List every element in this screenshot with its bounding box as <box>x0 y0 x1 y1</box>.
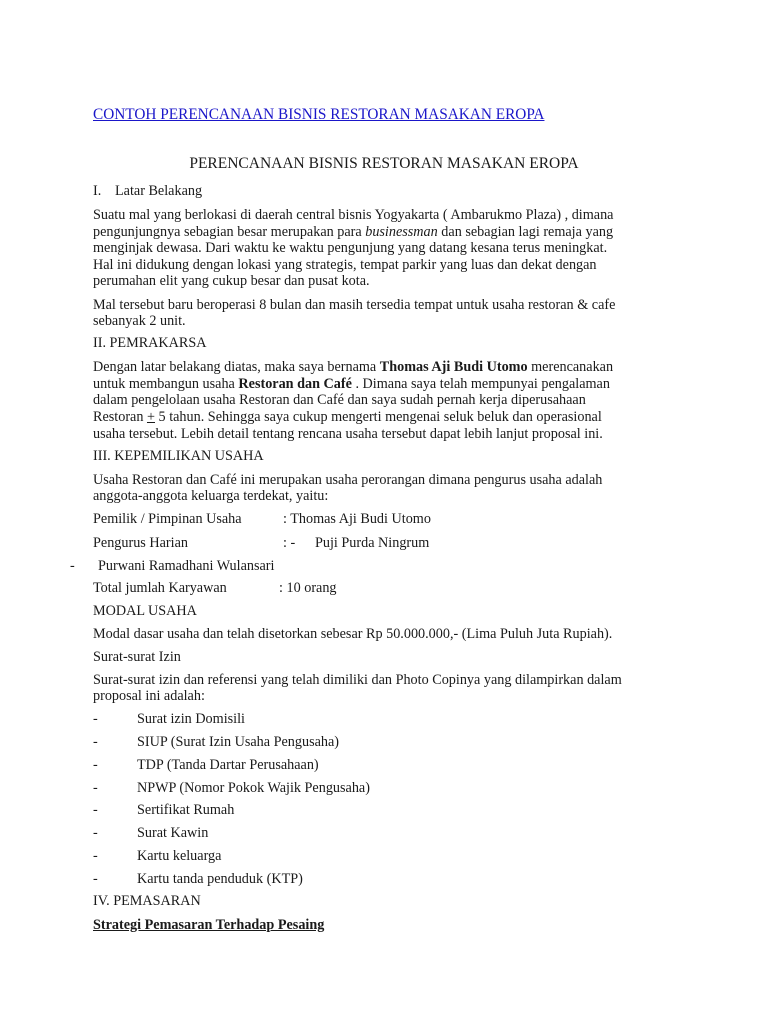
list-item-text: Kartu keluarga <box>137 848 222 864</box>
business-name-bold: Restoran dan Café <box>238 376 352 392</box>
daily-manager-separator: : - <box>283 535 296 551</box>
text-span: Dengan latar belakang diatas, maka saya bernama <box>93 359 380 375</box>
list-item <box>93 871 303 888</box>
text-span: dan sebagian lagi remaja yang <box>437 224 614 240</box>
text-line: menginjak dewasa. Dari waktu ke waktu pengunjung yang datang kesana terus meningkat. <box>93 240 608 256</box>
list-item <box>93 780 370 797</box>
text-line <box>93 224 613 241</box>
italic-term: businessman <box>365 224 438 240</box>
modal-heading: MODAL USAHA <box>93 603 197 619</box>
list-dash: - <box>93 734 98 750</box>
list-item-text: NPWP (Nomor Pokok Wajik Pengusaha) <box>137 780 370 796</box>
section-2-heading: II. PEMRAKARSA <box>93 335 207 351</box>
list-dash: - <box>93 757 98 773</box>
section-3-heading: III. KEPEMILIKAN USAHA <box>93 448 264 464</box>
staff-label: Total jumlah Karyawan <box>93 580 227 596</box>
text-line: dalam pengelolaan usaha Restoran dan Café dan saya sudah pernah kerja diperusahaan <box>93 392 586 408</box>
list-dash: - <box>93 848 98 864</box>
izin-heading: Surat-surat Izin <box>93 649 181 665</box>
daily-manager-value-2: Purwani Ramadhani Wulansari <box>98 558 275 574</box>
title-link[interactable]: CONTOH PERENCANAAN BISNIS RESTORAN MASAKAN EROPA <box>93 106 545 123</box>
section-1-number: I. <box>93 183 102 199</box>
list-item-text: SIUP (Surat Izin Usaha Pengusaha) <box>137 734 339 750</box>
staff-value: : 10 orang <box>279 580 337 596</box>
text-span: . Dimana saya telah mempunyai pengalaman <box>351 376 610 392</box>
modal-text: Modal dasar usaha dan telah disetorkan sebesar Rp 50.000.000,- (Lima Puluh Juta Rupiah). <box>93 626 613 642</box>
text-span: pengunjungnya sebagian besar merupakan para <box>93 224 366 240</box>
text-line: sebanyak 2 unit. <box>93 313 186 329</box>
list-item-text: TDP (Tanda Dartar Perusahaan) <box>137 757 319 773</box>
list-dash: - <box>93 802 98 818</box>
owner-label: Pemilik / Pimpinan Usaha <box>93 511 242 527</box>
text-line: perumahan elit yang cukup besar dan pusat kota. <box>93 273 370 289</box>
list-item <box>93 848 222 865</box>
daily-manager-row <box>93 535 430 552</box>
list-dash: - <box>70 558 75 574</box>
izin-text-line: proposal ini adalah: <box>93 688 205 704</box>
list-dash: - <box>93 825 98 841</box>
plus-minus-sign: + <box>146 409 155 425</box>
section-1-heading <box>93 183 203 200</box>
text-span: Restoran <box>93 409 147 425</box>
text-line: Usaha Restoran dan Café ini merupakan usaha perorangan dimana pengurus usaha adalah <box>93 472 603 488</box>
staff-row <box>93 580 337 597</box>
text-line: Hal ini didukung dengan lokasi yang strategis, tempat parkir yang luas dan dekat dengan <box>93 257 597 273</box>
text-span: 5 tahun. Sehingga saya cukup mengerti mengenai seluk beluk dan operasional <box>155 409 602 425</box>
text-line: Mal tersebut baru beroperasi 8 bulan dan masih tersedia tempat untuk usaha restoran & cafe <box>93 297 616 313</box>
izin-text-line: Surat-surat izin dan referensi yang telah dimiliki dan Photo Copinya yang dilampirkan dalam <box>93 672 622 688</box>
list-item <box>93 825 209 842</box>
owner-name-bold: Thomas Aji Budi Utomo <box>379 359 528 375</box>
list-item-text: Sertifikat Rumah <box>137 802 235 818</box>
list-item <box>93 802 235 819</box>
text-line <box>93 359 613 376</box>
owner-row <box>93 511 431 528</box>
list-dash: - <box>93 780 98 796</box>
text-line: Suatu mal yang berlokasi di daerah central bisnis Yogyakarta ( Ambarukmo Plaza) , dimana <box>93 207 614 223</box>
text-line: usaha tersebut. Lebih detail tentang rencana usaha tersebut dapat lebih lanjut proposal ini. <box>93 426 603 442</box>
strategy-subheading: Strategi Pemasaran Terhadap Pesaing <box>93 917 325 933</box>
text-span: merencanakan <box>527 359 614 375</box>
section-4-heading: IV. PEMASARAN <box>93 893 201 909</box>
daily-manager-value: Puji Purda Ningrum <box>315 535 430 551</box>
daily-manager-label: Pengurus Harian <box>93 535 188 551</box>
list-item <box>93 734 339 751</box>
list-item <box>93 711 245 728</box>
text-line: anggota-anggota keluarga terdekat, yaitu: <box>93 488 329 504</box>
list-dash: - <box>93 711 98 727</box>
daily-manager-row-2 <box>70 558 275 575</box>
owner-value: : Thomas Aji Budi Utomo <box>283 511 431 527</box>
list-item-text: Kartu tanda penduduk (KTP) <box>137 871 303 887</box>
text-line <box>93 376 610 393</box>
list-item-text: Surat Kawin <box>137 825 209 841</box>
document-title: PERENCANAAN BISNIS RESTORAN MASAKAN EROPA <box>189 155 579 172</box>
list-dash: - <box>93 871 98 887</box>
text-line <box>93 409 602 426</box>
section-1-title: Latar Belakang <box>115 183 203 199</box>
list-item <box>93 757 319 774</box>
list-item-text: Surat izin Domisili <box>137 711 245 727</box>
text-span: untuk membangun usaha <box>93 376 239 392</box>
